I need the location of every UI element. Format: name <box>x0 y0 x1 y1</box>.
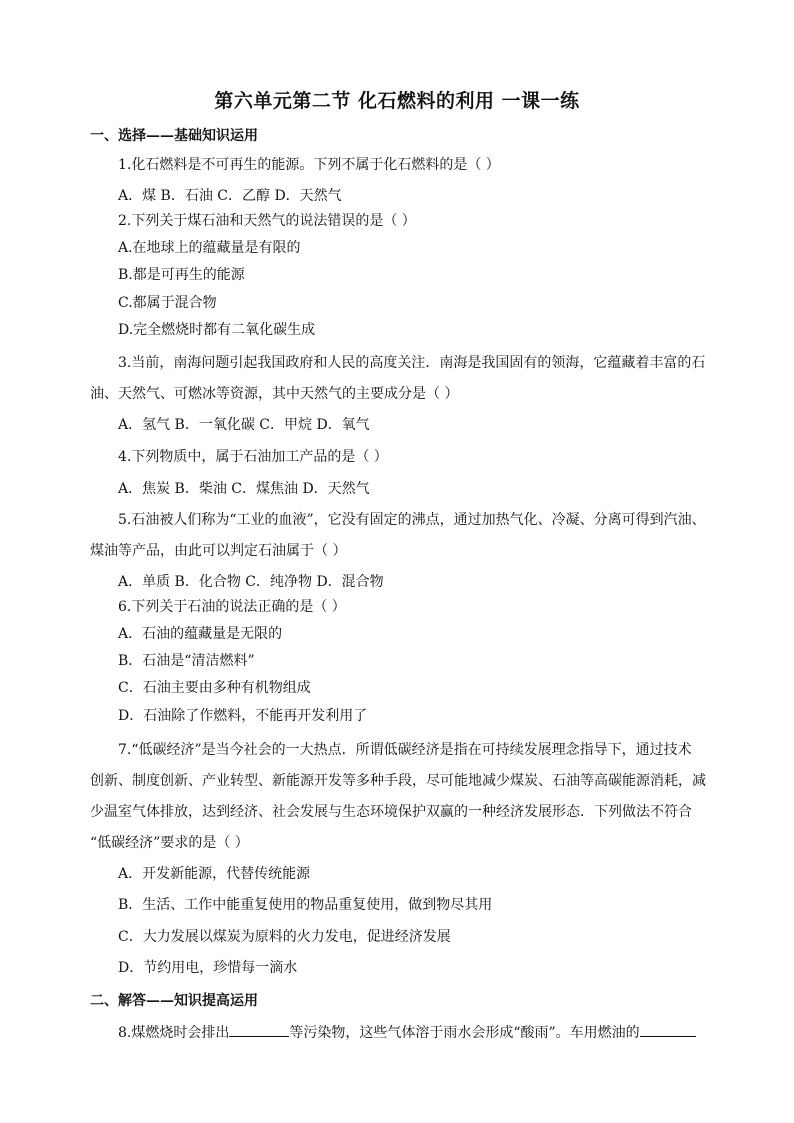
question-8-text-part-2: 等污染物，这些气体溶于雨水会形成“酸雨”。车用燃油的 <box>289 1025 640 1041</box>
question-2-option-d: D.完全燃烧时都有二氧化碳生成 <box>118 322 316 338</box>
question-7-line-2: 创新、制度创新、产业转型、新能源开发等多种手段，尽可能地减少煤炭、石油等高碳能源消耗，减 <box>90 773 706 789</box>
answer-blank-2[interactable] <box>640 1022 696 1037</box>
question-1-options: A．煤 B．石油 C．乙醇 D．天然气 <box>118 188 342 204</box>
question-7-line-4: “低碳经济”要求的是（ ） <box>90 835 249 851</box>
question-5-line-1: 5.石油被人们称为“工业的血液”，它没有固定的沸点，通过加热气化、冷凝、分离可得到汽油、 <box>118 512 706 528</box>
question-6-option-b: B．石油是“清洁燃料” <box>118 653 255 669</box>
question-5-line-2: 煤油等产品，由此可以判定石油属于（ ） <box>90 543 347 559</box>
question-7-option-b: B．生活、工作中能重复使用的物品重复使用，做到物尽其用 <box>118 897 493 913</box>
question-7-line-3: 少温室气体排放，达到经济、社会发展与生态环境保护双赢的一种经济发展形态．下列做法不符合 <box>90 804 692 820</box>
question-5-options: A．单质 B．化合物 C．纯净物 D．混合物 <box>118 574 384 590</box>
question-4-stem: 4.下列物质中，属于石油加工产品的是（ ） <box>118 449 388 465</box>
question-4-options: A．焦炭 B．柴油 C．煤焦油 D．天然气 <box>118 481 370 497</box>
question-7-option-c: C．大力发展以煤炭为原料的火力发电，促进经济发展 <box>118 929 451 945</box>
question-2-option-c: C.都属于混合物 <box>118 295 217 311</box>
answer-blank-1[interactable] <box>229 1022 289 1037</box>
section-heading-answer: 二、解答——知识提高运用 <box>90 993 258 1009</box>
page-title: 第六单元第二节 化石燃料的利用 一课一练 <box>214 90 580 112</box>
question-3-line-2: 油、天然气、可燃冰等资源，其中天然气的主要成分是（ ） <box>90 386 459 402</box>
question-6-stem: 6.下列关于石油的说法正确的是（ ） <box>118 599 346 615</box>
question-2-option-a: A.在地球上的蕴藏量是有限的 <box>118 240 301 256</box>
question-7-line-1: 7.“低碳经济”是当今社会的一大热点．所谓低碳经济是指在可持续发展理念指导下，通过技术 <box>118 742 692 758</box>
question-2-stem: 2.下列关于煤石油和天然气的说法错误的是（ ） <box>118 213 416 229</box>
question-7-option-d: D．节约用电，珍惜每一滴水 <box>118 960 298 976</box>
question-3-line-1: 3.当前，南海问题引起我国政府和人民的高度关注．南海是我国固有的领海，它蕴藏着丰富的石 <box>118 355 706 371</box>
question-6-option-d: D．石油除了作燃料，不能再开发利用了 <box>118 708 368 724</box>
question-3-options: A．氢气 B．一氧化碳 C．甲烷 D．氧气 <box>118 417 370 433</box>
question-8-text-part-1: 8.煤燃烧时会排出 <box>118 1025 230 1041</box>
question-6-option-a: A．石油的蕴藏量是无限的 <box>118 626 283 642</box>
question-1-stem: 1.化石燃料是不可再生的能源。下列不属于化石燃料的是（ ） <box>118 157 500 173</box>
question-7-option-a: A．开发新能源，代替传统能源 <box>118 866 311 882</box>
question-6-option-c: C．石油主要由多种有机物组成 <box>118 680 311 696</box>
question-8-line-1 <box>118 1022 696 1042</box>
section-heading-choice: 一、选择——基础知识运用 <box>90 128 258 144</box>
question-2-option-b: B.都是可再生的能源 <box>118 267 245 283</box>
